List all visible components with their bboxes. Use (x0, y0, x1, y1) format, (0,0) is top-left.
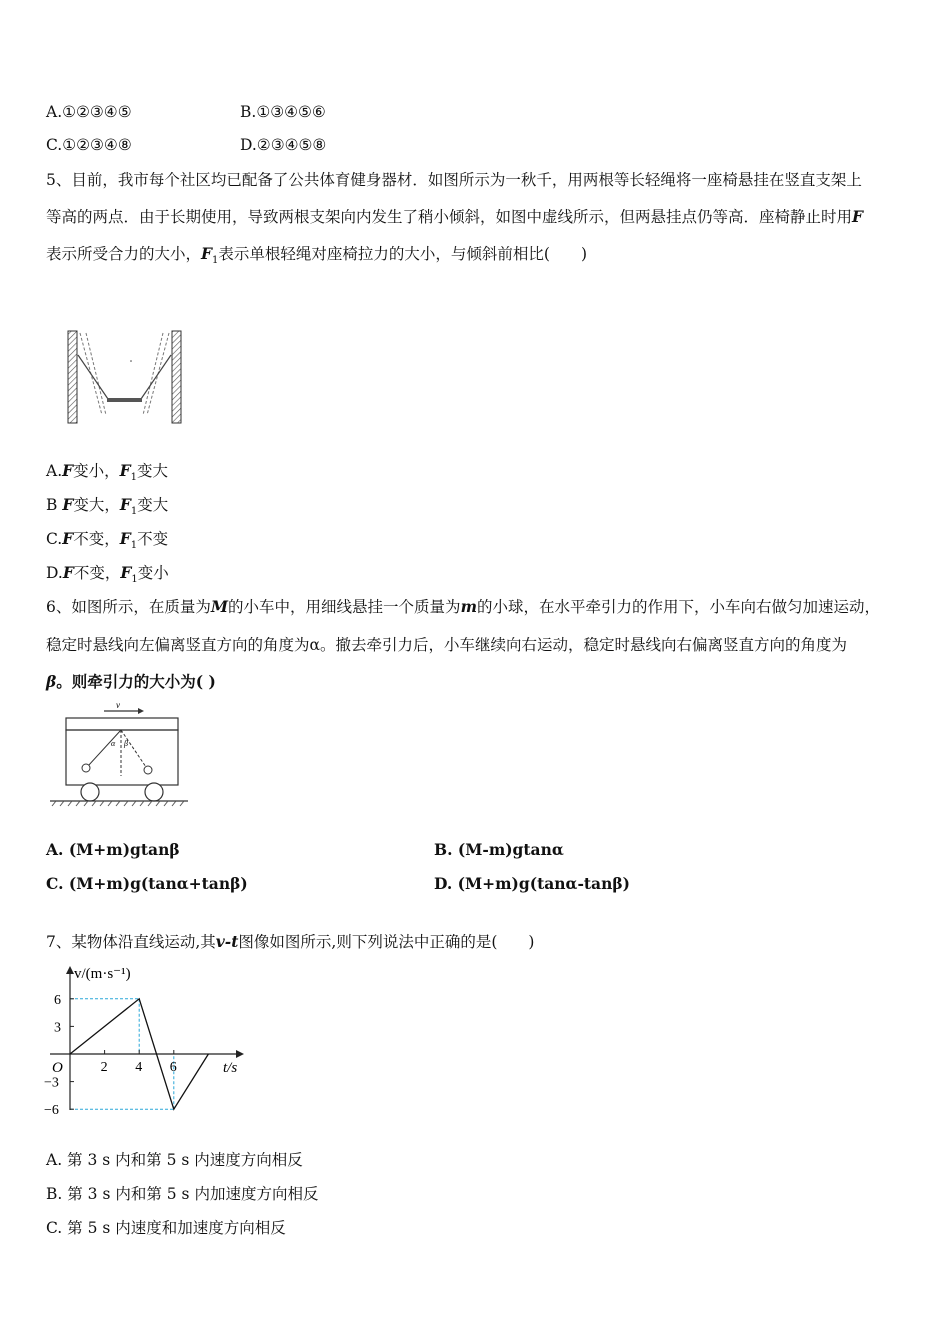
q7-option-c: C. 第 5 s 内速度和加速度方向相反 (46, 1219, 286, 1237)
y-axis-arrow (66, 966, 74, 974)
q5-option-d: D.F不变，$F_1$变小 (46, 563, 169, 586)
x-tick-label-0: 2 (100, 1060, 108, 1075)
q5-line-1: 5、目前，我市每个社区均已配备了公共体育健身器材．如图所示为一秋千，用两根等长轻绳将一座椅悬挂在竖直支架上 (46, 171, 862, 189)
y-axis-label: v/(m·s⁻¹) (74, 966, 131, 982)
q4-option-d: D.②③④⑤⑧ (240, 136, 327, 154)
x-tick-label-2: 6 (169, 1060, 177, 1075)
q6-option-d: D. (M+m)g(tanα-tanβ) (434, 874, 630, 893)
x-tick-label-1: 4 (135, 1060, 143, 1075)
q6-line-3: β。则牵引力的大小为( ) (46, 672, 216, 691)
q4-option-a: A.①②③④⑤ (46, 103, 132, 121)
y-tick-label-0: 6 (54, 992, 61, 1008)
q5-option-b: B F变大，$F_1$变大 (46, 495, 169, 518)
y-tick-label-3: −6 (44, 1103, 59, 1119)
velocity-label: v (116, 700, 120, 710)
x-axis-arrow (236, 1050, 244, 1058)
beta-label: β (124, 739, 128, 748)
q6-line-2: 稳定时悬线向左偏离竖直方向的角度为α。撤去牵引力后，小车继续向右运动，稳定时悬线向右偏离竖直方向的角度为 (46, 636, 847, 654)
alpha-label: α (111, 739, 116, 748)
q4-option-b: B.①③④⑤⑥ (240, 103, 326, 121)
q6-option-b: B. (M-m)gtanα (434, 840, 564, 859)
q7-option-a: A. 第 3 s 内和第 5 s 内速度方向相反 (46, 1151, 303, 1169)
origin-label: O (52, 1060, 63, 1076)
y-tick-label-1: 3 (54, 1020, 61, 1036)
x-axis-label: t/s (223, 1060, 238, 1076)
q6-option-a: A. (M+m)gtanβ (46, 840, 180, 859)
q6-option-c: C. (M+m)g(tanα+tanβ) (46, 874, 248, 893)
q5-option-c: C.F不变，$F_1$不变 (46, 529, 169, 552)
q7-option-b: B. 第 3 s 内和第 5 s 内加速度方向相反 (46, 1185, 319, 1203)
q5-line-2: 等高的两点．由于长期使用，导致两根支架向内发生了稍小倾斜，如图中虚线所示，但两悬挂点仍等高．座椅静止时用F (46, 207, 864, 226)
q5-line-3: 表示所受合力的大小，$F_1$表示单根轻绳对座椅拉力的大小，与倾斜前相比( ) (46, 244, 588, 267)
q5-option-a: A.F变小，$F_1$变大 (46, 461, 169, 484)
cart-figure (46, 700, 191, 810)
q6-line-1: 6、如图所示，在质量为M的小车中，用细线悬挂一个质量为m的小球，在水平牵引力的作用下，小车向右做匀加速运动， (46, 597, 880, 616)
y-tick-label-2: −3 (44, 1075, 59, 1091)
vt-chart (40, 960, 250, 1120)
q4-option-c: C.①②③④⑧ (46, 136, 132, 154)
swing-figure (60, 325, 190, 425)
q7-line-1: 7、某物体沿直线运动,其v-t图像如图所示,则下列说法中正确的是( ) (46, 932, 535, 951)
